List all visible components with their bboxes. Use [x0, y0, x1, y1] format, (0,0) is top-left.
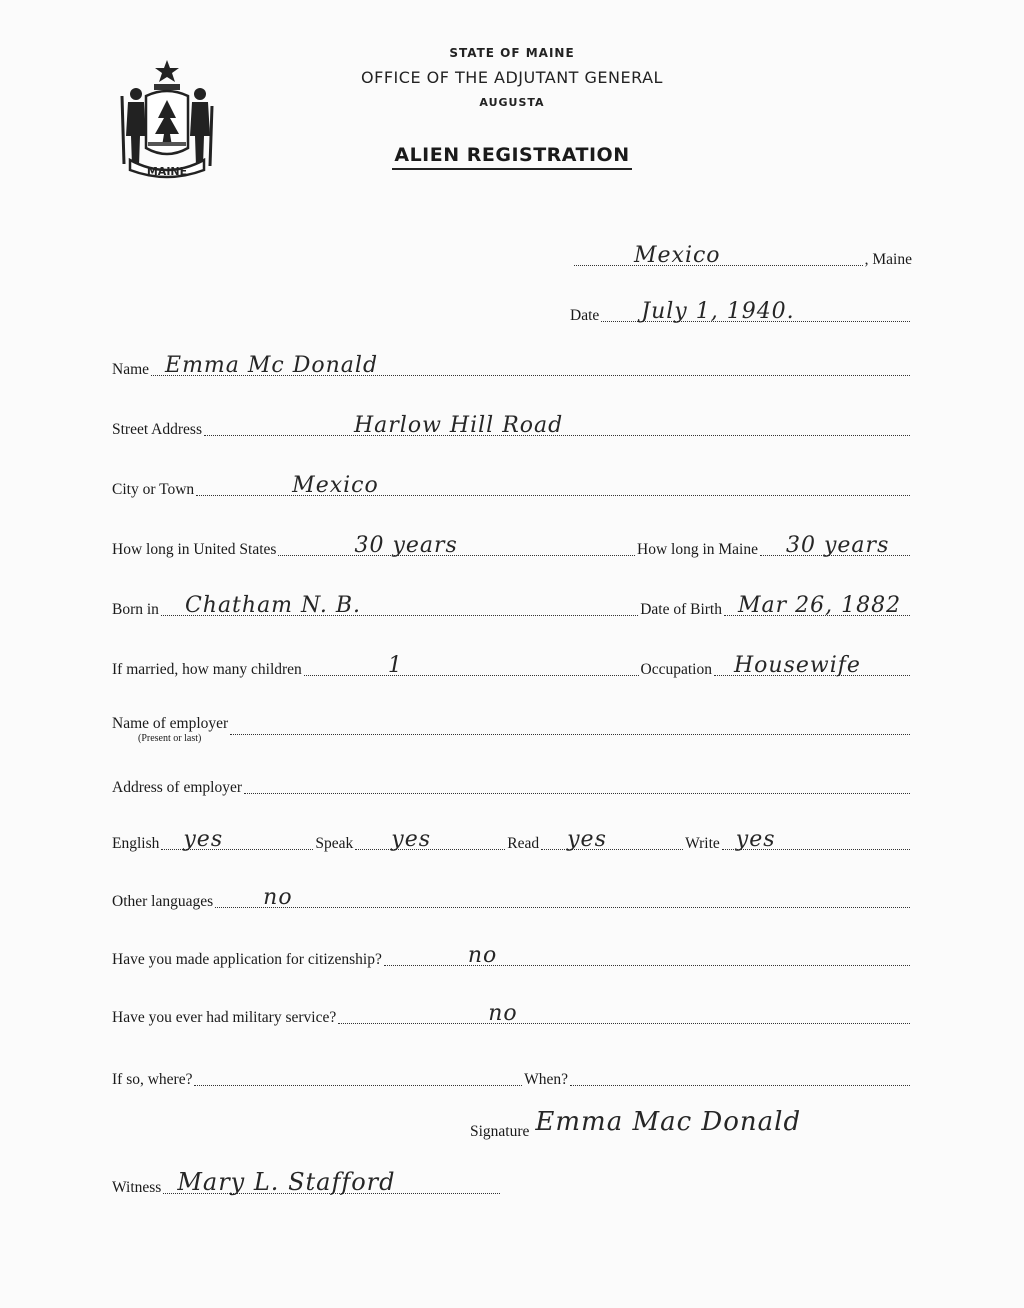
employer-name-label-group [112, 716, 228, 745]
english-field[interactable] [161, 824, 313, 850]
english-value: yes [183, 827, 224, 852]
street-row [112, 410, 912, 440]
city-label: City or Town [112, 481, 195, 498]
military-value: no [488, 1001, 518, 1026]
header-office: OFFICE OF THE ADJUTANT GENERAL [361, 68, 663, 87]
birth-row [112, 590, 912, 620]
military-label: Have you ever had military service? [112, 1009, 337, 1026]
dob-field[interactable] [724, 590, 910, 616]
other-languages-row [112, 882, 912, 912]
where-field[interactable] [194, 1060, 522, 1086]
us-duration-field[interactable] [278, 530, 635, 556]
employer-address-row [112, 768, 912, 798]
seal-text: MAINE [146, 165, 188, 178]
town-field[interactable] [574, 240, 863, 266]
name-row [112, 350, 912, 380]
children-label: If married, how many children [112, 661, 302, 678]
witness-value: Mary L. Stafford [177, 1168, 396, 1196]
employer-name-field[interactable] [230, 716, 910, 735]
employer-name-row [112, 716, 912, 754]
signature-field[interactable] [531, 1107, 910, 1138]
read-label: Read [507, 835, 540, 852]
header-state: STATE OF MAINE [449, 46, 575, 60]
witness-label: Witness [112, 1179, 162, 1196]
signature-label: Signature [470, 1123, 530, 1140]
citizenship-label: Have you made application for citizenship? [112, 951, 382, 968]
citizenship-row [112, 940, 912, 970]
signature-value: Emma Mac Donald [535, 1107, 802, 1137]
employer-address-label: Address of employer [112, 779, 242, 796]
where-when-row [112, 1060, 912, 1090]
born-in-field[interactable] [161, 590, 638, 616]
header-city: AUGUSTA [479, 96, 545, 109]
city-value: Mexico [292, 473, 379, 498]
speak-label: Speak [315, 835, 354, 852]
town-value: Mexico [634, 243, 721, 268]
write-field[interactable] [722, 824, 910, 850]
military-row [112, 998, 912, 1028]
street-label: Street Address [112, 421, 202, 438]
write-label: Write [685, 835, 720, 852]
signature-row [470, 1107, 912, 1142]
citizenship-value: no [467, 943, 498, 968]
maine-duration-value: 30 years [786, 533, 890, 558]
occupation-label: Occupation [640, 661, 712, 678]
speak-value: yes [391, 827, 432, 852]
city-row [112, 470, 912, 500]
town-suffix: , Maine [864, 251, 912, 268]
street-field[interactable] [204, 410, 910, 436]
us-duration-label: How long in United States [112, 541, 277, 558]
children-field[interactable] [304, 650, 639, 676]
form-title: ALIEN REGISTRATION [392, 144, 631, 170]
date-label: Date [570, 307, 600, 324]
name-label: Name [112, 361, 150, 378]
other-languages-value: no [263, 885, 293, 910]
english-label: English [112, 835, 160, 852]
employer-name-sublabel: (Present or last) [138, 732, 202, 744]
employer-address-field[interactable] [244, 768, 910, 794]
children-value: 1 [387, 653, 403, 678]
employer-name-label: Name of employer [112, 715, 229, 732]
name-field[interactable] [151, 350, 910, 376]
occupation-field[interactable] [714, 650, 910, 676]
when-field[interactable] [570, 1060, 910, 1086]
maine-duration-field[interactable] [760, 530, 910, 556]
other-languages-field[interactable] [215, 882, 910, 908]
street-value: Harlow Hill Road [353, 413, 564, 438]
when-label: When? [524, 1071, 568, 1088]
read-value: yes [567, 827, 607, 852]
other-languages-label: Other languages [112, 893, 214, 910]
born-in-label: Born in [112, 601, 159, 618]
military-field[interactable] [338, 998, 910, 1024]
where-label: If so, where? [112, 1071, 193, 1088]
speak-field[interactable] [355, 824, 505, 850]
dob-value: Mar 26, 1882 [738, 593, 902, 618]
name-value: Emma Mc Donald [165, 353, 379, 378]
date-value: July 1, 1940. [641, 299, 795, 324]
date-field[interactable] [601, 296, 910, 322]
citizenship-field[interactable] [384, 940, 910, 966]
born-in-value: Chatham N. B. [184, 593, 362, 618]
occupation-value: Housewife [734, 653, 861, 678]
family-row [112, 650, 912, 680]
residence-row [112, 530, 912, 560]
date-row [570, 296, 912, 326]
witness-field[interactable] [163, 1168, 500, 1194]
city-field[interactable] [196, 470, 910, 496]
us-duration-value: 30 years [354, 533, 458, 558]
read-field[interactable] [541, 824, 683, 850]
write-value: yes [735, 827, 776, 852]
english-row [112, 824, 912, 854]
town-row [572, 240, 912, 270]
dob-label: Date of Birth [640, 601, 722, 618]
maine-duration-label: How long in Maine [637, 541, 758, 558]
witness-row [112, 1168, 502, 1198]
